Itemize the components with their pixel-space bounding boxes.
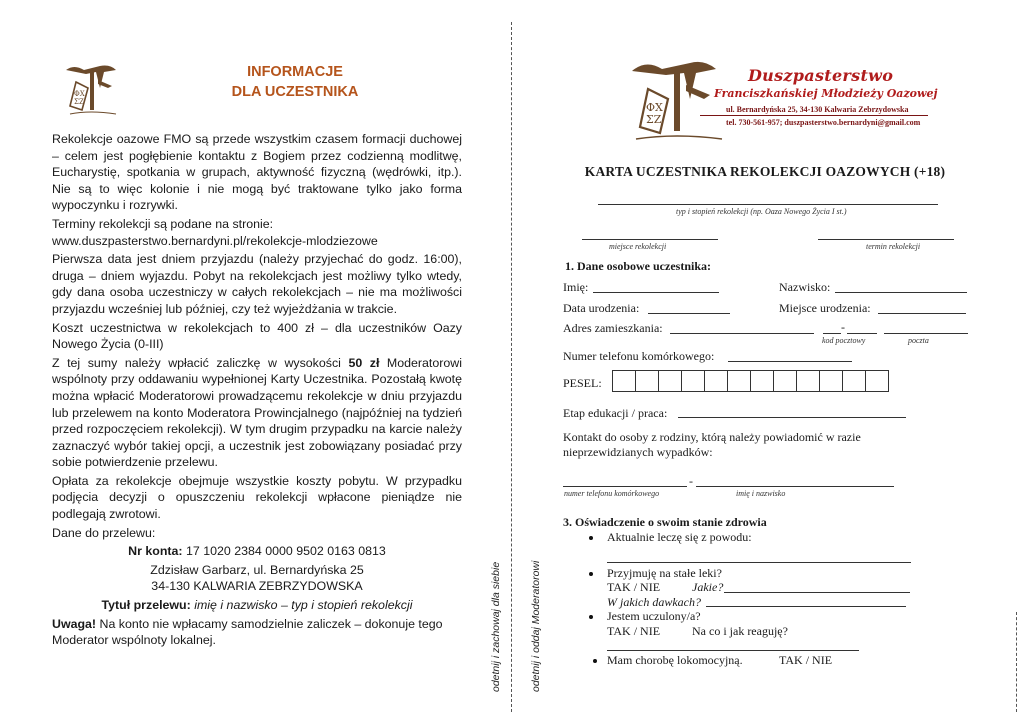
transfer-title-label: Tytuł przelewu: xyxy=(101,598,191,613)
pesel-digit-box[interactable] xyxy=(635,370,659,392)
retreat-type-hint: typ i stopień rekolekcji (np. Oaza Nowego Życia I st.) xyxy=(676,207,847,216)
motion-sickness-options[interactable]: TAK / NIE xyxy=(779,653,833,667)
org-subtitle: Franciszkańskiej Młodzieży Oazowej xyxy=(714,87,938,100)
info-paragraph xyxy=(52,216,462,249)
phone-label: Numer telefonu komórkowego: xyxy=(563,349,715,363)
pesel-digit-box[interactable] xyxy=(612,370,636,392)
recipient-address-1: Zdzisław Garbarz, ul. Bernardyńska 25 xyxy=(150,562,364,577)
allergy-reaction-label: Na co i jak reaguję? xyxy=(692,624,788,638)
treatment-label: Aktualnie leczę się z powodu: xyxy=(607,530,752,544)
emergency-contact-label-2: nieprzewidzianych wypadków: xyxy=(563,445,713,459)
bullet-icon xyxy=(589,572,593,576)
birth-place-label: Miejsce urodzenia: xyxy=(779,301,871,315)
postal-code-field-b[interactable] xyxy=(847,333,877,334)
bullet-icon xyxy=(589,536,593,540)
org-divider xyxy=(700,115,928,116)
deposit-text-rest: Moderatorowi wspólnoty przy oddawaniu wypełnionej Karty Uczestnika. Pozostałą kwotę można wpłacić Moderatorowi prowadzącemu rekolekcje w dniu przyjazdu lub przelewem na konto Moderatora Prowincjalnego (najpóźniej na tydzień przed rozpoczęciem rekolekcji). W tym drugim przypadku na karcie należy zaznaczyć wybór takiej opcji, a uczestnik jest zobowiązany posiadać przy sobie potwierdzenie przelewu. xyxy=(52,355,462,470)
bullet-icon xyxy=(593,659,597,663)
emergency-contact-label-1: Kontakt do osoby z rodziny, którą należy powiadomić w razie xyxy=(563,430,861,444)
info-paragraph: Rekolekcje oazowe FMO są przede wszystkim czasem formacji duchowej – celem jest pogłębienie kontaktu z Bogiem przez codzienną modlitwę, Eucharystię, spotkania w grupach, aktywność fizyczną (wędrówki, itp.). Nie są to więc kolonie i nie mogą być traktowane tylko jako forma wypoczynku i rozrywki. xyxy=(52,132,462,213)
warning-label: Uwaga! xyxy=(52,616,97,631)
last-name-field[interactable] xyxy=(835,292,967,293)
pesel-digit-box[interactable] xyxy=(842,370,866,392)
emergency-name-hint: imię i nazwisko xyxy=(736,489,786,498)
birth-date-field[interactable] xyxy=(648,313,730,314)
transfer-data-label: Dane do przelewu: xyxy=(52,525,156,540)
allergy-reaction-field[interactable] xyxy=(607,650,859,651)
first-name-label: Imię: xyxy=(563,280,589,294)
address-field[interactable] xyxy=(670,333,814,334)
org-address: ul. Bernardyńska 25, 34-130 Kalwaria Zebrzydowska xyxy=(726,105,909,114)
svg-text:ΣΖ: ΣΖ xyxy=(74,98,84,106)
medication-which-field[interactable] xyxy=(724,592,910,593)
svg-text:ΦΧ: ΦΧ xyxy=(646,101,663,114)
pesel-digit-box[interactable] xyxy=(796,370,820,392)
info-title xyxy=(200,62,390,102)
info-title-line2: DLA UCZESTNIKA xyxy=(231,84,359,100)
allergy-options[interactable]: TAK / NIE xyxy=(607,624,661,638)
pesel-digit-box[interactable] xyxy=(727,370,751,392)
education-label: Etap edukacji / praca: xyxy=(563,406,668,420)
deposit-text: Z tej sumy należy wpłacić zaliczkę w wysokości xyxy=(52,355,349,370)
postal-code-field-a[interactable] xyxy=(823,333,841,334)
cut-return-label: odetnij i oddaj Moderatorowi xyxy=(530,560,542,692)
info-paragraph: Opłata za rekolekcje obejmuje wszystkie koszty pobytu. W przypadku podjęcia decyzji o opuszczeniu rekolekcji wpłacone pieniądze nie podlegają zwrotowi. xyxy=(52,473,462,522)
cut-keep-label: odetnij i zachowaj dla siebie xyxy=(490,561,502,692)
emergency-phone-hint: numer telefonu komórkowego xyxy=(564,489,660,498)
section-health: 3. Oświadczenie o swoim stanie zdrowia xyxy=(563,515,767,529)
transfer-title xyxy=(52,597,462,614)
cut-line-right xyxy=(1016,612,1017,712)
info-paragraph: Koszt uczestnictwa w rekolekcjach to 400 zł – dla uczestników Oazy Nowego Życia (0-III) xyxy=(52,320,462,352)
pesel-digit-box[interactable] xyxy=(773,370,797,392)
warning-note xyxy=(52,616,462,649)
section-personal-data: 1. Dane osobowe uczestnika: xyxy=(565,259,711,273)
svg-text:ΣΖ: ΣΖ xyxy=(646,113,662,126)
pesel-digit-box[interactable] xyxy=(704,370,728,392)
pesel-digit-box[interactable] xyxy=(865,370,889,392)
info-body xyxy=(52,131,462,651)
pesel-field[interactable] xyxy=(612,370,888,392)
retreat-term-hint: termin rekolekcji xyxy=(866,242,921,251)
phone-field[interactable] xyxy=(728,361,852,362)
pesel-digit-box[interactable] xyxy=(658,370,682,392)
pesel-digit-box[interactable] xyxy=(681,370,705,392)
first-name-field[interactable] xyxy=(593,292,719,293)
motion-sickness-label: Mam chorobę lokomocyjną. xyxy=(607,653,743,667)
fmo-logo xyxy=(60,60,122,122)
treatment-field[interactable] xyxy=(607,562,911,563)
retreat-place-hint: miejsce rekolekcji xyxy=(609,242,667,251)
transfer-title-value: imię i nazwisko – typ i stopień rekolekcji xyxy=(190,598,413,613)
bullet-icon xyxy=(589,615,593,619)
info-title-line1: INFORMACJE xyxy=(247,64,343,80)
retreat-place-field[interactable] xyxy=(582,239,718,240)
birth-date-label: Data urodzenia: xyxy=(563,301,640,315)
cut-line-left xyxy=(511,22,512,712)
account-number xyxy=(52,543,462,560)
emergency-name-field[interactable] xyxy=(696,486,894,487)
info-paragraph: Pierwsza data jest dniem przyjazdu (należy przyjechać do godz. 16:00), druga – dniem wyjazdu. Pobyt na rekolekcjach jest możliwy tylko wtedy, gdy dana osoba uczestniczy w całych rekolekcjach – nie ma możliwości przyjazdu wcześniej lub później, czy też wyjeżdżania w trakcie. xyxy=(52,252,462,316)
emergency-separator: - xyxy=(689,474,693,488)
retreat-type-field[interactable] xyxy=(598,204,938,205)
terms-intro: Terminy rekolekcji są podane na stronie: xyxy=(52,216,274,231)
emergency-phone-field[interactable] xyxy=(563,486,687,487)
postal-code-hint: kod pocztowy xyxy=(822,336,866,345)
medication-dose-label: W jakich dawkach? xyxy=(607,595,701,609)
org-contact: tel. 730-561-957; duszpasterstwo.bernardyni@gmail.com xyxy=(726,118,921,127)
post-office-field[interactable] xyxy=(884,333,968,334)
svg-text:ΦΧ: ΦΧ xyxy=(74,90,85,98)
allergy-label: Jestem uczulony/a? xyxy=(607,609,701,623)
info-paragraph xyxy=(52,355,462,471)
deposit-amount: 50 zł xyxy=(348,355,380,370)
last-name-label: Nazwisko: xyxy=(779,280,831,294)
education-field[interactable] xyxy=(678,417,906,418)
post-office-hint: poczta xyxy=(908,336,929,345)
warning-text: Na konto nie wpłacamy samodzielnie zaliczek – dokonuje tego Moderator wspólnoty lokalnej. xyxy=(52,616,443,648)
medication-options[interactable]: TAK / NIE xyxy=(607,580,661,594)
pesel-digit-box[interactable] xyxy=(750,370,774,392)
medication-which-label: Jakie? xyxy=(692,580,724,594)
medication-label: Przyjmuję na stałe leki? xyxy=(607,566,722,580)
postal-code-separator: - xyxy=(841,320,845,334)
terms-url: www.duszpasterstwo.bernardyni.pl/rekolekcje-mlodziezowe xyxy=(52,233,378,248)
birth-place-field[interactable] xyxy=(878,313,966,314)
card-title: KARTA UCZESTNIKA REKOLEKCJI OAZOWYCH (+18) xyxy=(584,164,946,179)
org-name: Duszpasterstwo xyxy=(748,66,894,85)
recipient-address-2: 34-130 KALWARIA ZEBRZYDOWSKA xyxy=(151,579,363,594)
address-label: Adres zamieszkania: xyxy=(563,321,663,335)
account-label: Nr konta: xyxy=(128,544,183,559)
retreat-term-field[interactable] xyxy=(818,239,954,240)
fmo-logo-large xyxy=(626,55,726,145)
account-value: 17 1020 2384 0000 9502 0163 0813 xyxy=(182,544,386,559)
medication-dose-field[interactable] xyxy=(706,606,906,607)
pesel-digit-box[interactable] xyxy=(819,370,843,392)
pesel-label: PESEL: xyxy=(563,376,602,390)
